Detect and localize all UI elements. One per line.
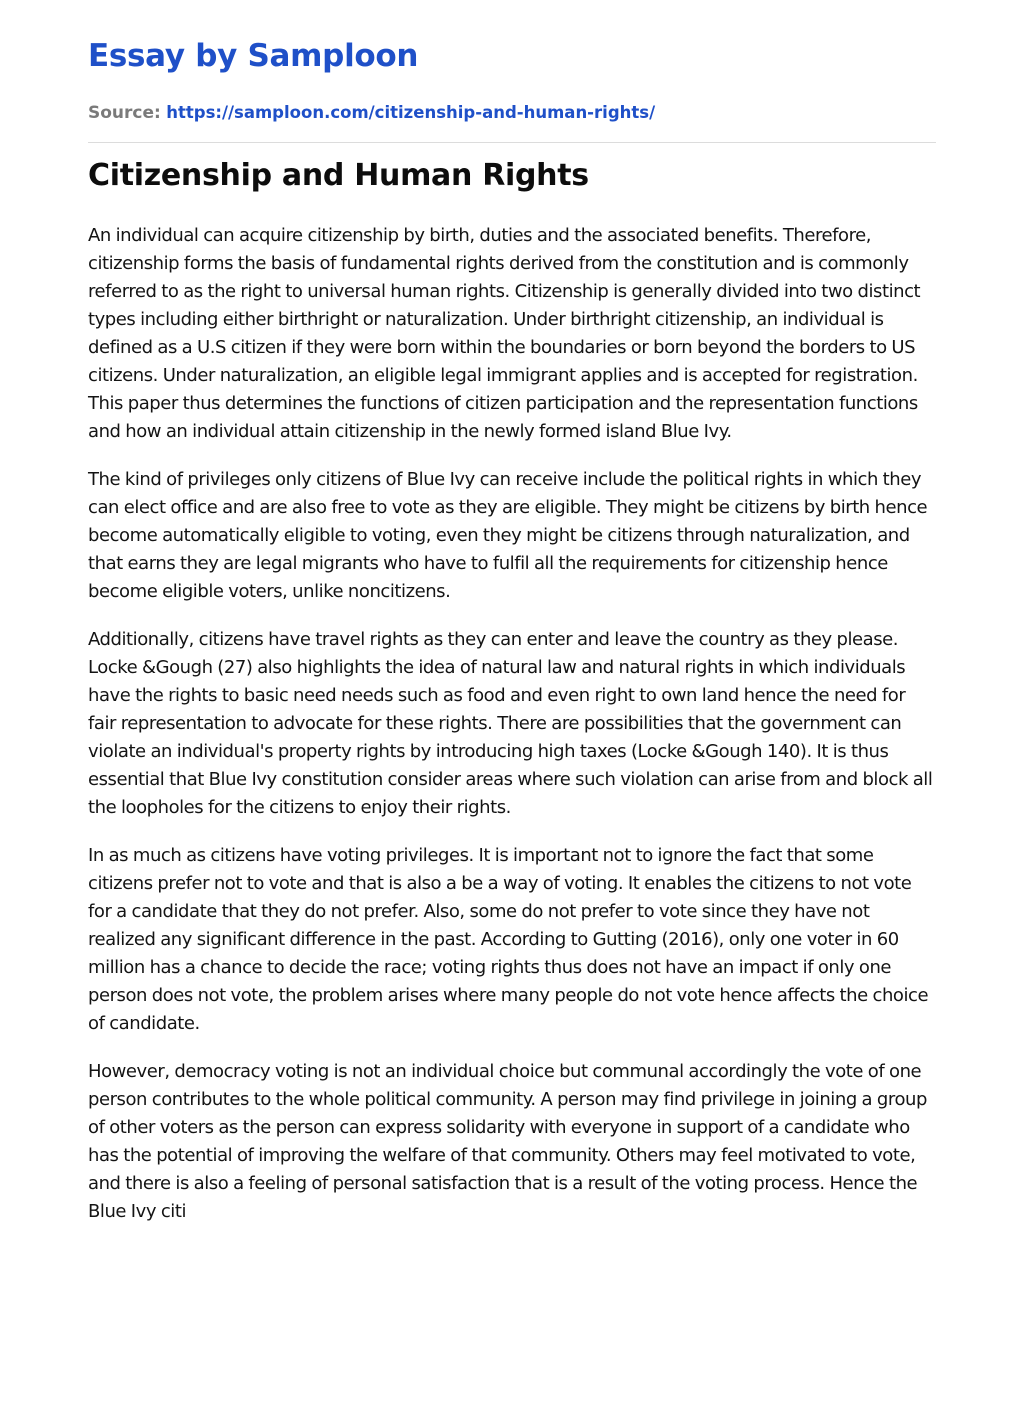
essay-paragraph: Additionally, citizens have travel rights as they can enter and leave the country as they please. Locke &Gough (27) also highlights the idea of natural law and natural rights in which individuals have the rights to basic need needs such as food and even right to own land hence the need for fair representation to advocate for these rights. There are possibilities that the government can violate an individual's property rights by introducing high taxes (Locke &Gough 140). It is thus essential that Blue Ivy constitution consider areas where such violation can arise from and block all the loopholes for the citizens to enjoy their rights. [88,629,933,818]
header-divider [88,142,936,143]
site-brand-title: Essay by Samploon [88,38,419,74]
essay-title: Citizenship and Human Rights [88,158,589,193]
source-line [88,101,655,125]
essay-paragraph: In as much as citizens have voting privileges. It is important not to ignore the fact that some citizens prefer not to vote and that is also a be a way of voting. It enables the citizens to not vote for a candidate that they do not prefer. Also, some do not prefer to vote since they have not realized any significant difference in the past. According to Gutting (2016), only one voter in 60 million has a chance to decide the race; voting rights thus does not have an impact if only one person does not vote, the problem arises where many people do not vote hence affects the choice of candidate. [88,845,929,1034]
source-link[interactable]: https://samploon.com/citizenship-and-human-rights/ [166,103,656,122]
essay-body [88,222,936,1246]
essay-paragraph: An individual can acquire citizenship by birth, duties and the associated benefits. Therefore, citizenship forms the basis of fundamental rights derived from the constitution and is commonly referred to as the right to universal human rights. Citizenship is generally divided into two distinct types including either birthright or naturalization. Under birthright citizenship, an individual is defined as a U.S citizen if they were born within the boundaries or born beyond the borders to US citizens. Under naturalization, an eligible legal immigrant applies and is accepted for registration. This paper thus determines the functions of citizen participation and the representation functions and how an individual attain citizenship in the newly formed island Blue Ivy. [88,225,921,442]
essay-paragraph: The kind of privileges only citizens of Blue Ivy can receive include the political rights in which they can elect office and are also free to vote as they are eligible. They might be citizens by birth hence become automatically eligible to voting, even they might be citizens through naturalization, and that earns they are legal migrants who have to fulfil all the requirements for citizenship hence become eligible voters, unlike noncitizens. [88,469,928,602]
source-label: Source: [88,103,161,123]
essay-paragraph: However, democracy voting is not an individual choice but communal accordingly the vote of one person contributes to the whole political community. A person may find privilege in joining a group of other voters as the person can express solidarity with everyone in support of a candidate who has the potential of improving the welfare of that community. Others may feel motivated to vote, and there is also a feeling of personal satisfaction that is a result of the voting process. Hence the Blue Ivy citi [88,1061,927,1222]
